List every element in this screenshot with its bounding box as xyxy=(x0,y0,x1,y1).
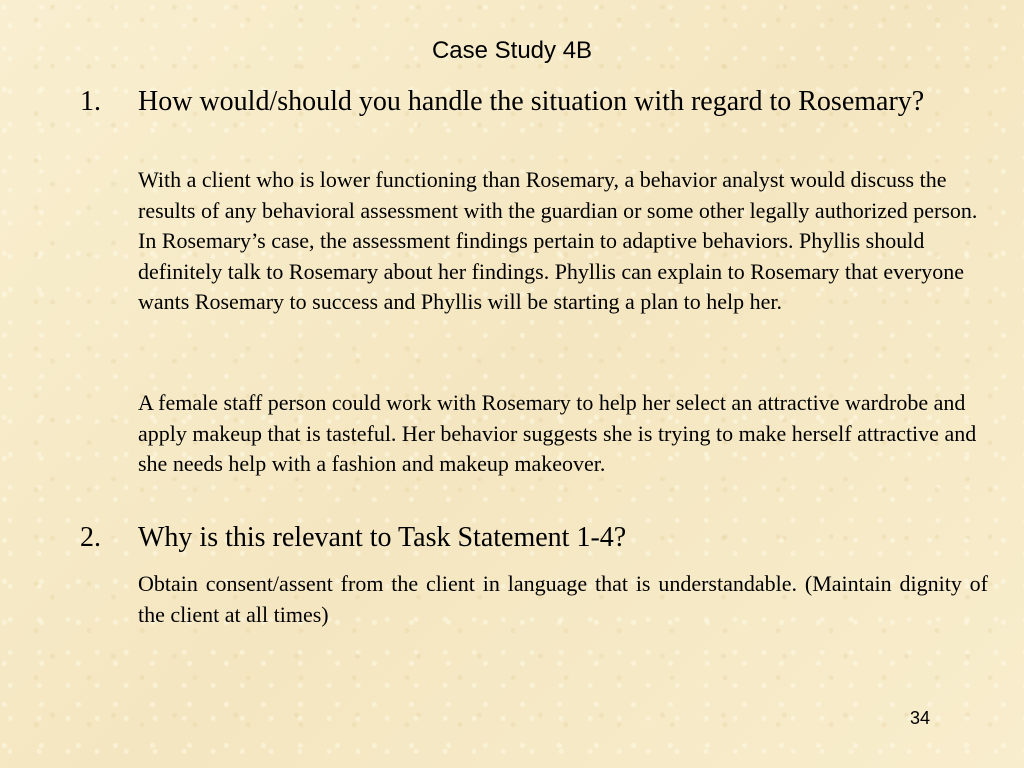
question-2-number: 2. xyxy=(80,522,101,553)
question-1-answer-paragraph-1: With a client who is lower functioning than Rosemary, a behavior analyst would discuss the results of any behavioral assessment with the guardian or some other legally authorized person. In Rosemary’s case, the assessment findings pertain to adaptive behaviors. Phyllis should definitely talk to Rosemary about her findings. Phyllis can explain to Rosemary that everyone wants Rosemary to success and Phyllis will be starting a plan to help her. xyxy=(138,167,978,314)
question-1-answer-paragraph-2: A female staff person could work with Rosemary to help her select an attractive wardrobe and apply makeup that is tasteful. Her behavior suggests she is trying to make herself attractive and she needs help with a fashion and makeup makeover. xyxy=(138,390,977,476)
question-2-answer-paragraph-1: Obtain consent/assent from the client in language that is understandable. (Maintain dignity of the client at all times) xyxy=(138,571,988,627)
page-number: 34 xyxy=(909,708,931,728)
question-2-text: Why is this relevant to Task Statement 1-4? xyxy=(138,522,627,553)
slide-title: Case Study 4B xyxy=(431,37,593,64)
question-1-number: 1. xyxy=(80,86,101,117)
question-1-text: How would/should you handle the situation with regard to Rosemary? xyxy=(138,86,925,117)
